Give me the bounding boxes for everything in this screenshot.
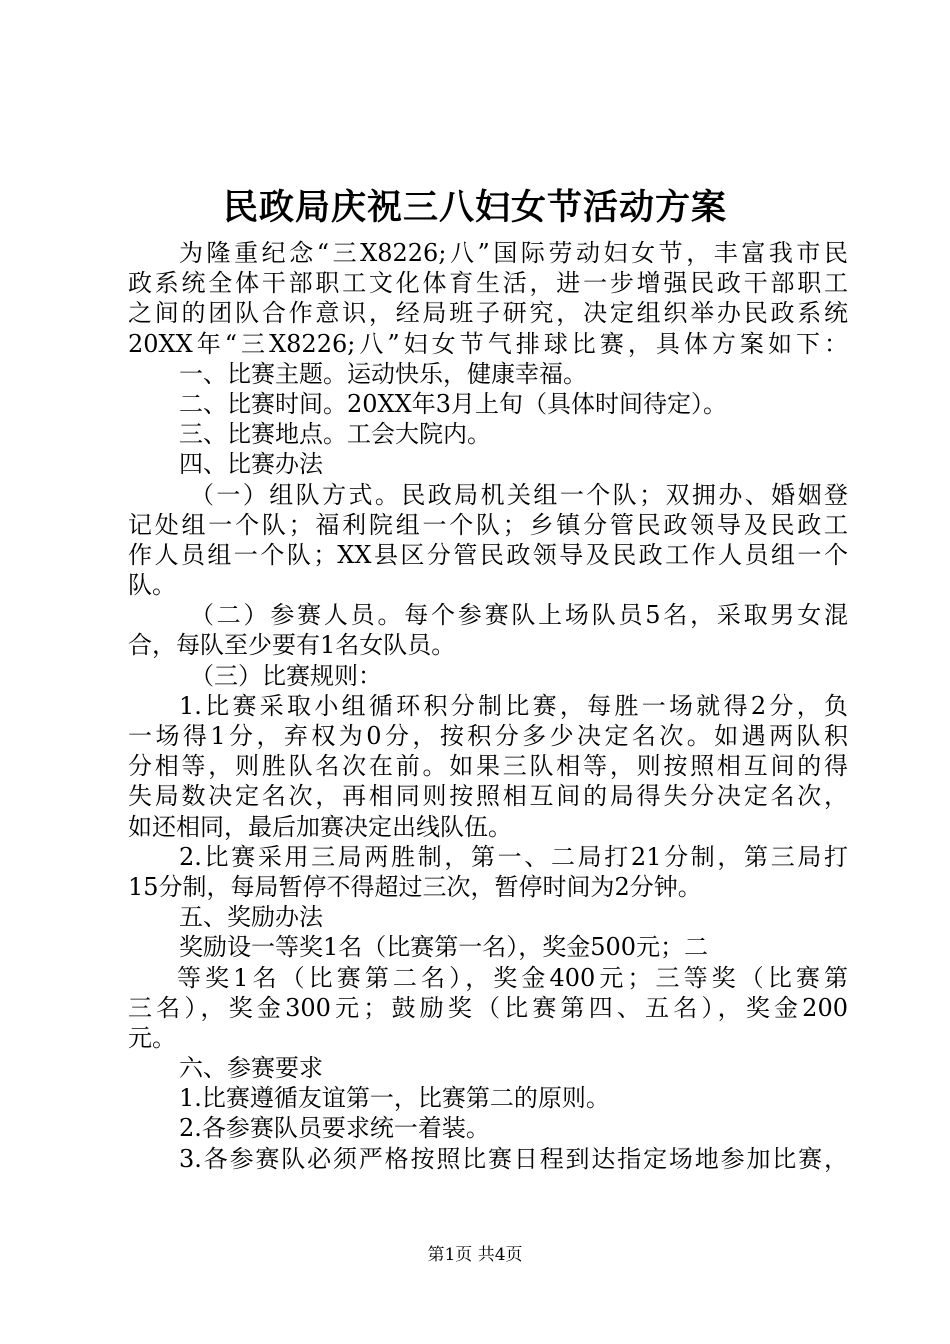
paragraph-line: 奖励设一等奖1名（比赛第一名），奖金500元；二 bbox=[179, 933, 709, 962]
section-heading: 五、奖励办法 bbox=[179, 903, 323, 932]
paragraph-line: 一场得1分，弃权为0分，按积分多少决定名次。如遇两队积 bbox=[128, 722, 848, 750]
paragraph-line: 2.比赛采用三局两胜制，第一、二局打21分制，第三局打 bbox=[179, 842, 848, 871]
paragraph-line: 分相等，则胜队名次在前。如果三队相等，则按照相互间的得 bbox=[128, 752, 848, 781]
document-body bbox=[128, 238, 848, 1174]
paragraph-line: 记处组一个队；福利院组一个队；乡镇分管民政领导及民政工 bbox=[128, 510, 848, 539]
paragraph-line: 之间的团队合作意识，经局班子研究，决定组织举办民政系统 bbox=[128, 299, 848, 328]
paragraph-line: （一）组队方式。民政局机关组一个队；双拥办、婚姻登 bbox=[190, 480, 848, 509]
paragraph-line: 15分制，每局暂停不得超过三次，暂停时间为2分钟。 bbox=[128, 872, 702, 901]
section-heading: 二、比赛时间。20XX年3月上旬（具体时间待定）。 bbox=[179, 389, 727, 418]
paragraph-line: 三名），奖金300元；鼓励奖（比赛第四、五名），奖金200 bbox=[128, 993, 848, 1022]
paragraph-line: （二）参赛人员。每个参赛队上场队员5名，采取男女混 bbox=[190, 601, 848, 630]
paragraph-line: 为隆重纪念“三X8226;八”国际劳动妇女节，丰富我市民 bbox=[179, 239, 848, 267]
paragraph-line: 队。 bbox=[128, 571, 176, 600]
paragraph-line: 元。 bbox=[128, 1023, 176, 1052]
paragraph-line: 如还相同，最后加赛决定出线队伍。 bbox=[128, 812, 512, 841]
paragraph-line: 失局数决定名次，再相同则按照相互间的局得失分决定名次， bbox=[128, 782, 848, 811]
paragraph-line: 1.比赛采取小组循环积分制比赛，每胜一场就得2分，负 bbox=[179, 691, 848, 720]
paragraph-line: 合，每队至少要有1名女队员。 bbox=[128, 631, 456, 660]
subsection-heading: （三）比赛规则： bbox=[190, 661, 382, 690]
section-heading: 四、比赛办法 bbox=[179, 450, 323, 479]
paragraph-line: 2.各参赛队员要求统一着装。 bbox=[179, 1114, 490, 1143]
paragraph-line: 政系统全体干部职工文化体育生活，进一步增强民政干部职工 bbox=[128, 269, 848, 298]
paragraph-line: 20XX年“三X8226;八”妇女节气排球比赛，具体方案如下： bbox=[128, 329, 848, 358]
paragraph-line: 等奖1名（比赛第二名），奖金400元；三等奖（比赛第 bbox=[177, 963, 848, 992]
paragraph-line: 3.各参赛队必须严格按照比赛日程到达指定场地参加比赛， bbox=[179, 1144, 848, 1173]
page-footer: 第1页 共4页 bbox=[427, 1245, 523, 1265]
paragraph-line: 1.比赛遵循友谊第一，比赛第二的原则。 bbox=[179, 1084, 610, 1113]
section-heading: 一、比赛主题。运动快乐，健康幸福。 bbox=[179, 359, 587, 388]
paragraph-line: 作人员组一个队；XX县区分管民政领导及民政工作人员组一个 bbox=[128, 540, 848, 569]
section-heading: 六、参赛要求 bbox=[179, 1054, 323, 1083]
section-heading: 三、比赛地点。工会大院内。 bbox=[179, 420, 491, 449]
document-title: 民政局庆祝三八妇女节活动方案 bbox=[222, 187, 727, 228]
